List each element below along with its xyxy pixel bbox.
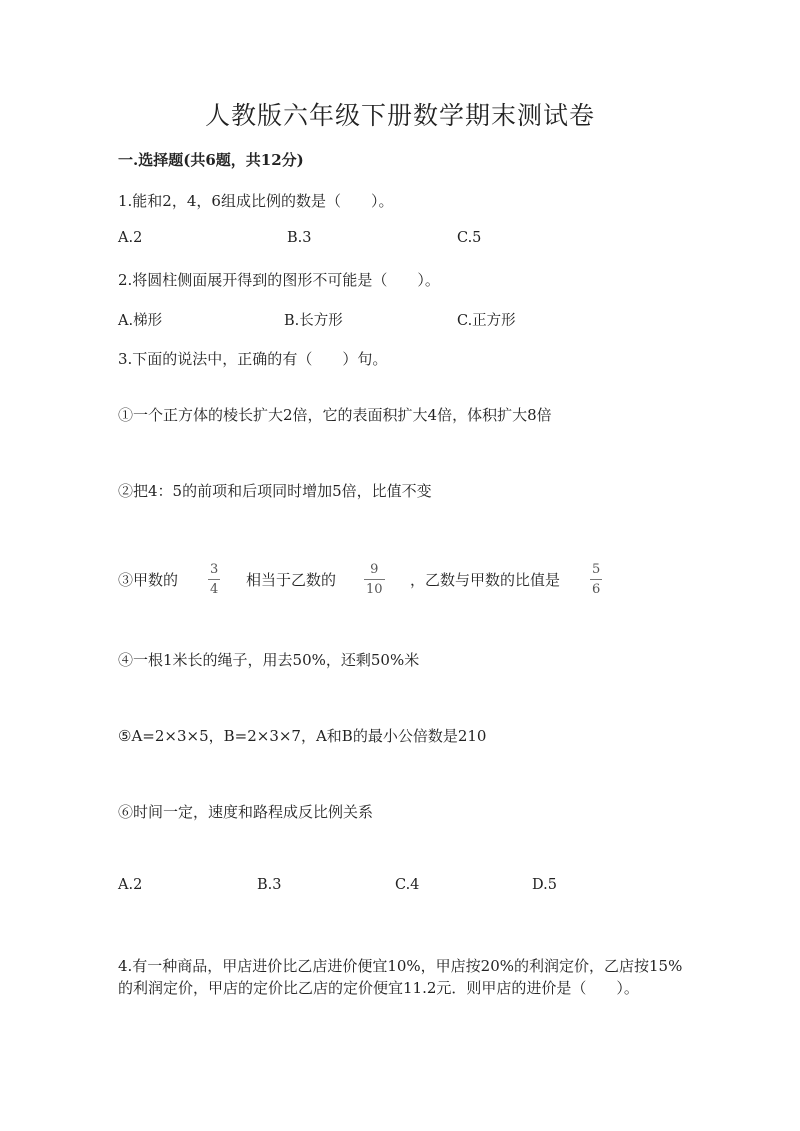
statement-1: ①一个正方体的棱长扩大2倍，它的表面积扩大4倍，体积扩大8倍 — [118, 406, 552, 424]
question-1-option-a: A.2 — [118, 230, 143, 246]
fraction-5-6 — [590, 563, 602, 596]
question-1-stem: 1.能和2，4，6组成比例的数是（ ）。 — [118, 192, 394, 210]
statement-2: ②把4：5的前项和后项同时增加5倍，比值不变 — [118, 482, 432, 500]
question-3-option-c: C.4 — [395, 877, 420, 893]
question-3-option-a: A.2 — [118, 877, 143, 893]
fraction-3-4 — [208, 563, 220, 596]
question-1-option-c: C.5 — [457, 230, 482, 246]
question-2-option-a: A.梯形 — [118, 313, 163, 329]
fraction-numerator: 3 — [210, 562, 219, 577]
fraction-bar — [364, 579, 385, 580]
fraction-denominator: 10 — [366, 582, 383, 597]
page-title: 人教版六年级下册数学期末测试卷 — [204, 101, 595, 130]
question-2-stem: 2.将圆柱侧面展开得到的图形不可能是（ ）。 — [118, 271, 440, 289]
fraction-bar — [208, 579, 220, 580]
statement-6: ⑥时间一定，速度和路程成反比例关系 — [118, 803, 374, 821]
fraction-9-10 — [364, 563, 385, 596]
statement-4: ④一根1米长的绳子，用去50%，还剩50%米 — [118, 651, 420, 669]
fraction-numerator: 5 — [592, 562, 601, 577]
question-4-stem: 4.有一种商品，甲店进价比乙店进价便宜10%，甲店按20%的利润定价，乙店按15%的利润定价，甲店的定价比乙店的定价便宜11.2元．则甲店的进价是（ ）。 — [118, 957, 683, 997]
statement-3-part3: ，乙数与甲数的比值是 — [410, 571, 561, 589]
fraction-numerator: 9 — [370, 562, 379, 577]
statement-3-part2: 相当于乙数的 — [246, 571, 337, 589]
question-3-stem: 3.下面的说法中，正确的有（ ）句。 — [118, 350, 388, 368]
question-3-option-d: D.5 — [532, 877, 557, 893]
statement-5: ⑤A=2×3×5，B=2×3×7，A和B的最小公倍数是210 — [118, 727, 487, 745]
question-3-option-b: B.3 — [257, 877, 282, 893]
question-2-option-c: C.正方形 — [457, 313, 516, 329]
section-heading: 一.选择题(共6题，共12分) — [118, 151, 304, 169]
question-1-option-b: B.3 — [287, 230, 312, 246]
fraction-denominator: 6 — [592, 582, 601, 597]
statement-3-part1: ③甲数的 — [118, 571, 179, 589]
fraction-denominator: 4 — [210, 582, 219, 597]
fraction-bar — [590, 579, 602, 580]
question-2-option-b: B.长方形 — [284, 313, 343, 329]
